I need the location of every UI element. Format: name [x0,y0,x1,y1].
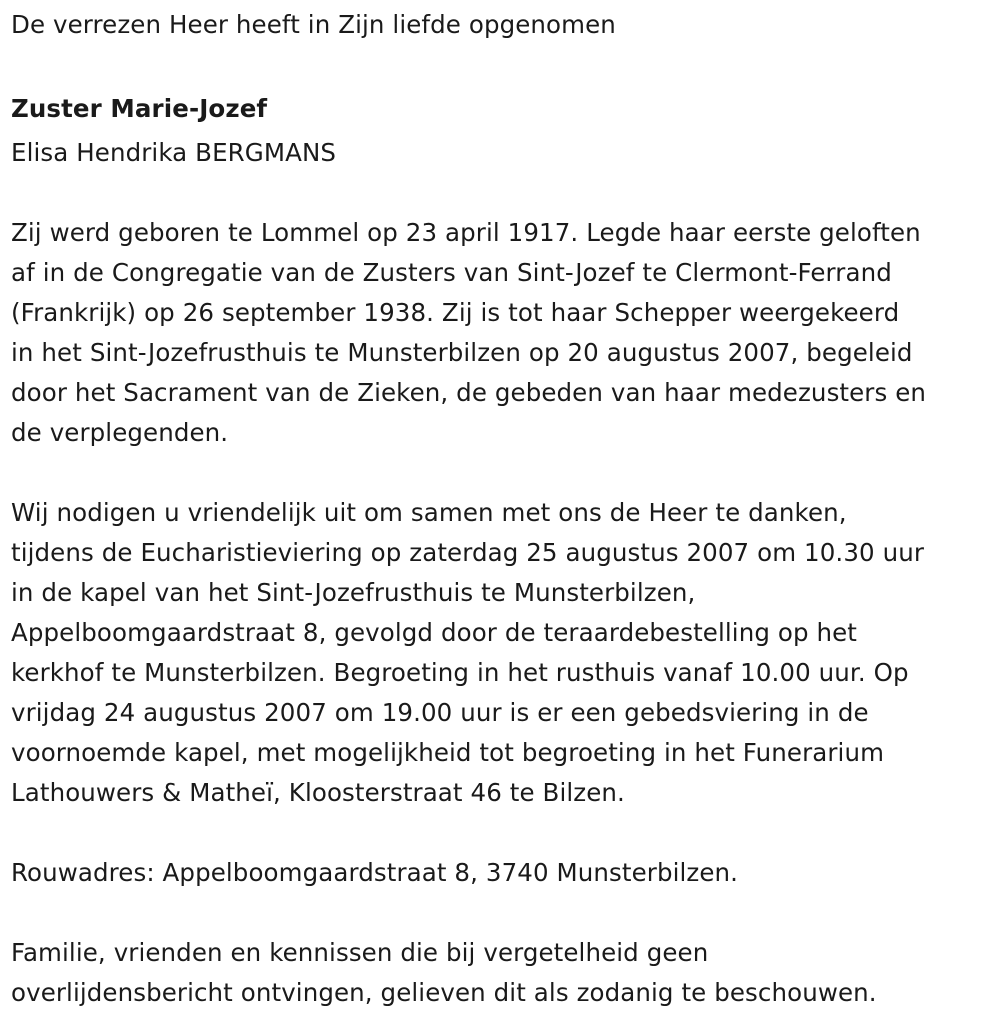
mourning-address: Rouwadres: Appelboomgaardstraat 8, 3740 Munsterbilzen. [11,858,739,887]
paragraph-line: vrijdag 24 augustus 2007 om 19.00 uur is er een gebedsviering in de [11,698,869,727]
religious-name: Zuster Marie-Jozef [11,94,268,123]
spacer [11,453,1000,493]
paragraph-line: kerkhof te Munsterbilzen. Begroeting in het rusthuis vanaf 10.00 uur. Op [11,658,909,687]
civil-name: Elisa Hendrika BERGMANS [11,138,337,167]
closing-paragraph [11,933,1000,1013]
paragraph-line: overlijdensbericht ontvingen, gelieven dit als zodanig te beschouwen. [11,978,877,1007]
paragraph-line: Lathouwers & Matheï, Kloosterstraat 46 te Bilzen. [11,778,625,807]
paragraph-line: Familie, vrienden en kennissen die bij vergetelheid geen [11,938,709,967]
paragraph-line: tijdens de Eucharistieviering op zaterdag 25 augustus 2007 om 10.30 uur [11,538,925,567]
spacer [11,813,1000,853]
paragraph-line: Wij nodigen u vriendelijk uit om samen met ons de Heer te danken, [11,498,847,527]
biography-paragraph [11,213,1000,453]
paragraph-line: in het Sint-Jozefrusthuis te Munsterbilzen op 20 augustus 2007, begeleid [11,338,913,367]
paragraph-line: Zij werd geboren te Lommel op 23 april 1917. Legde haar eerste geloften [11,218,921,247]
intro-line: De verrezen Heer heeft in Zijn liefde opgenomen [11,10,616,39]
paragraph-line: (Frankrijk) op 26 september 1938. Zij is tot haar Schepper weergekeerd [11,298,900,327]
invitation-paragraph [11,493,1000,813]
spacer [11,893,1000,933]
paragraph-line: de verplegenden. [11,418,229,447]
spacer [11,173,1000,213]
paragraph-line: door het Sacrament van de Zieken, de gebeden van haar medezusters en [11,378,927,407]
paragraph-line: in de kapel van het Sint-Jozefrusthuis te Munsterbilzen, [11,578,696,607]
paragraph-line: voornoemde kapel, met mogelijkheid tot begroeting in het Funerarium [11,738,885,767]
spacer [11,45,1000,85]
paragraph-line: af in de Congregatie van de Zusters van Sint-Jozef te Clermont-Ferrand [11,258,892,287]
paragraph-line: Appelboomgaardstraat 8, gevolgd door de teraardebestelling op het [11,618,857,647]
